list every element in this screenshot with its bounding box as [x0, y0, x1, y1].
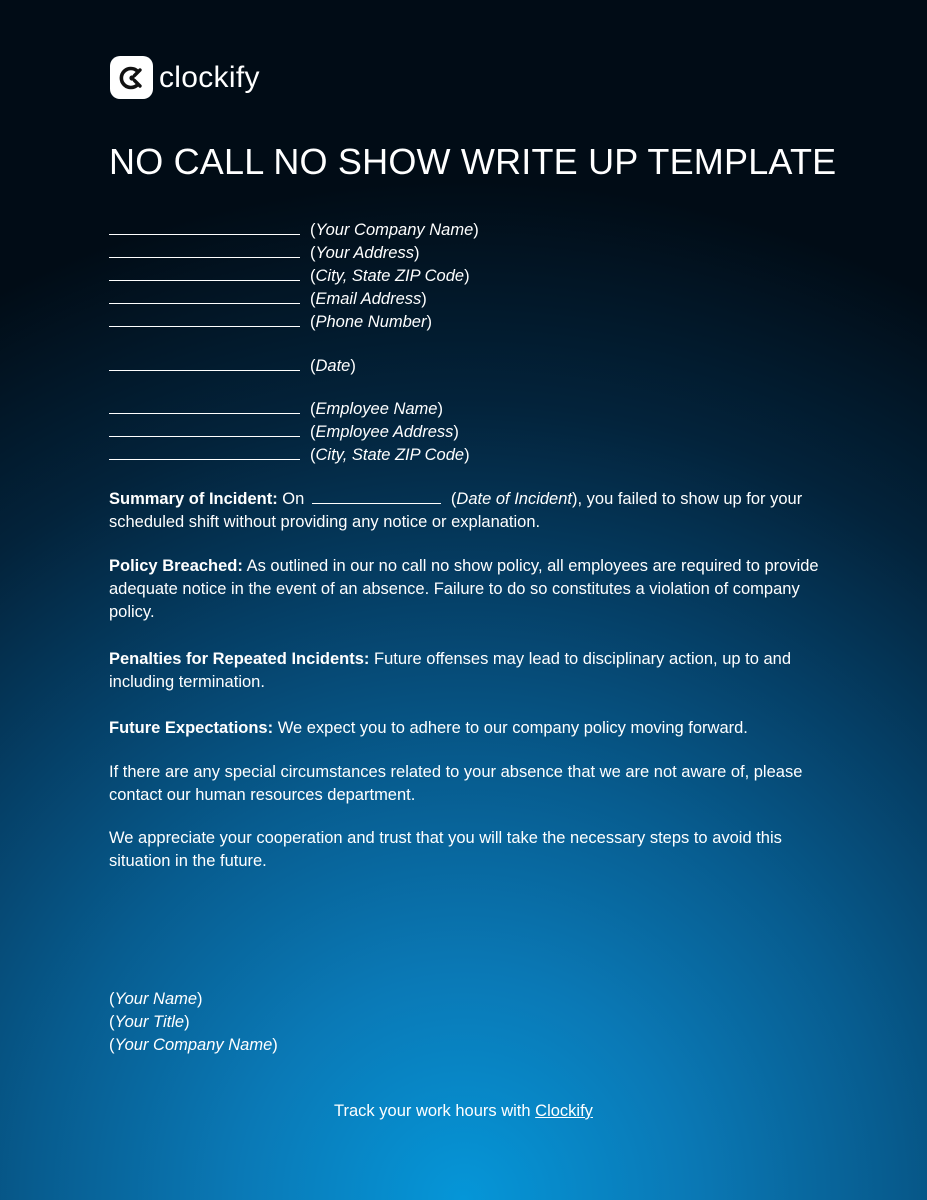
brand-logo [110, 56, 260, 99]
appreciation-paragraph: We appreciate your cooperation and trust that you will take the necessary steps to avoid this situation in the future. [109, 829, 782, 870]
clockify-logo-icon [110, 56, 153, 99]
brand-name: clockify [159, 60, 260, 94]
field-hint: (Employee Address) [310, 423, 459, 441]
employee-fields [109, 398, 470, 467]
penalties-label: Penalties for Repeated Incidents: [109, 650, 370, 668]
field-hint: (City, State ZIP Code) [310, 446, 470, 464]
blank-line [109, 399, 300, 414]
footer [0, 1100, 927, 1123]
field-hint: (Phone Number) [310, 313, 432, 331]
blank-line [109, 243, 300, 258]
blank-line [109, 356, 300, 371]
penalties-paragraph: Penalties for Repeated Incidents: Future offenses may lead to disciplinary action, up to and including termination. [109, 650, 792, 691]
company-fields [109, 219, 479, 334]
signature-line: (Your Title) [109, 1013, 190, 1031]
company-field [109, 265, 479, 288]
field-hint: (Email Address) [310, 290, 427, 308]
company-field [109, 311, 479, 334]
summary-label: Summary of Incident: [109, 490, 278, 508]
expectations-label: Future Expectations: [109, 719, 274, 737]
employee-field [109, 421, 470, 444]
blank-line [109, 289, 300, 304]
blank-line [109, 422, 300, 437]
employee-field [109, 444, 470, 467]
company-field [109, 219, 479, 242]
company-field [109, 242, 479, 265]
blank-line [109, 266, 300, 281]
footer-text: Track your work hours with [334, 1102, 531, 1120]
field-hint: (City, State ZIP Code) [310, 267, 470, 285]
expectations-paragraph: Future Expectations: We expect you to adhere to our company policy moving forward. [109, 719, 748, 737]
blank-line [109, 445, 300, 460]
field-hint: (Your Address) [310, 244, 420, 262]
field-hint: (Date) [310, 357, 356, 375]
blank-line [109, 312, 300, 327]
blank-line [109, 220, 300, 235]
field-hint: (Your Company Name) [310, 221, 479, 239]
clockify-link[interactable]: Clockify [535, 1102, 593, 1120]
signature-line: (Your Name) [109, 990, 203, 1008]
employee-field [109, 398, 470, 421]
summary-blank-hint: Date of Incident [456, 490, 572, 508]
company-field [109, 288, 479, 311]
signature-line: (Your Company Name) [109, 1036, 278, 1054]
summary-paragraph: Summary of Incident: On (Date of Incident), you failed to show up for your scheduled shift without providing any notice or explanation. [109, 490, 803, 531]
blank-line [312, 489, 441, 504]
policy-paragraph: Policy Breached: As outlined in our no call no show policy, all employees are required to provide adequate notice in the event of an absence. Failure to do so constitutes a violation of company policy. [109, 557, 819, 621]
field-hint: (Employee Name) [310, 400, 443, 418]
page-title: NO CALL NO SHOW WRITE UP TEMPLATE [109, 141, 837, 182]
policy-label: Policy Breached: [109, 557, 243, 575]
date-field [109, 355, 356, 378]
circumstances-paragraph: If there are any special circumstances related to your absence that we are not aware of, please contact our human resources department. [109, 763, 803, 804]
signature-block [109, 988, 278, 1057]
